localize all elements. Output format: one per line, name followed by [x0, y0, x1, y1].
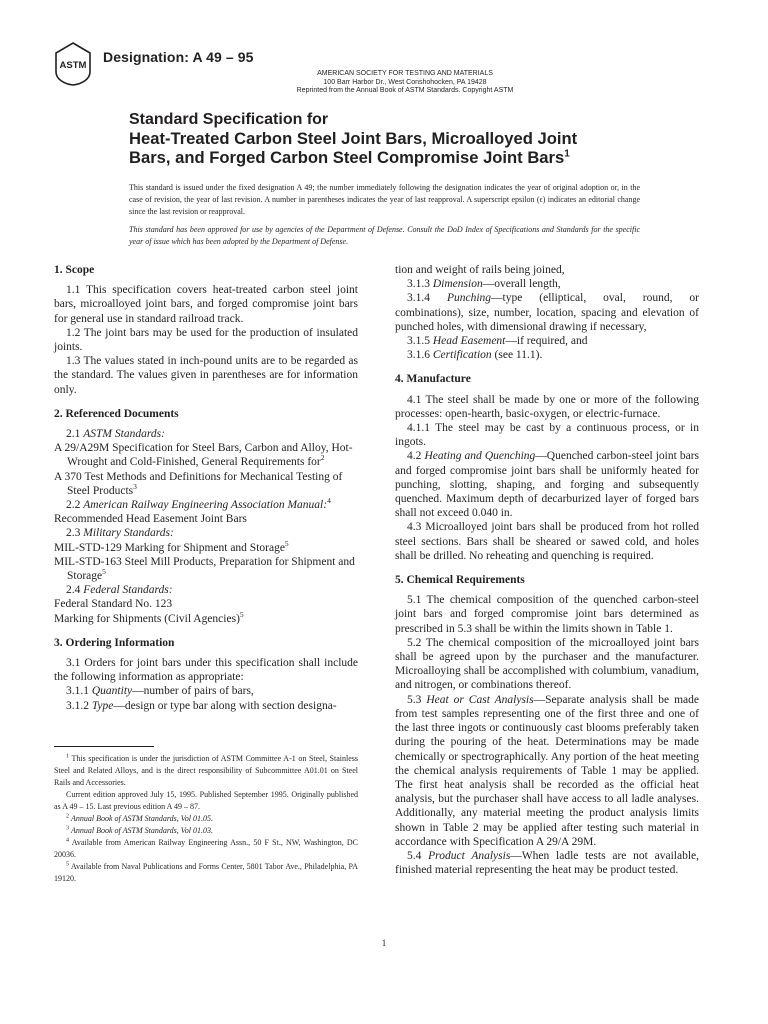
clause-number: 3.1.4	[407, 292, 430, 305]
reference-item	[54, 538, 358, 555]
paragraph	[395, 291, 699, 334]
footnote	[54, 825, 358, 837]
clause-text: —number of pairs of bars,	[132, 685, 254, 698]
clause-text: —type (elliptical, oval, round, or combinations), size, number, location, spacing and elevation of punched holes, with dimensional drawing if necessary,	[395, 292, 700, 333]
title-line: Heat-Treated Carbon Steel Joint Bars, Microalloyed Joint	[129, 129, 578, 148]
clause-text: —design or type bar along with section designa-	[113, 699, 337, 712]
publisher-line: Reprinted from the Annual Book of ASTM Standards. Copyright ASTM	[296, 87, 514, 95]
subsection-label	[54, 427, 358, 441]
clause-label: Military Standards:	[83, 527, 174, 540]
footnote: Current edition approved July 15, 1995. Published September 1995. Originally published as A 49 – 15. Last previous edition A 49 – 87.	[54, 790, 358, 811]
clause-label: ASTM Standards:	[83, 428, 165, 441]
clause-number: 2.4	[66, 584, 81, 597]
clause-label: Heat or Cast Analysis	[426, 693, 534, 706]
clause-number: 3.1.5	[407, 335, 430, 348]
footnote-mark: 4	[327, 496, 331, 506]
section-heading: 1. Scope	[54, 264, 95, 276]
footnote-text: Available from American Railway Engineering Assn., 50 F St., NW, Washington, DC 20036.	[54, 838, 358, 859]
section-heading: 2. Referenced Documents	[54, 407, 179, 420]
footnote	[54, 753, 358, 789]
footnotes	[54, 753, 358, 885]
clause-label: Head Easement	[432, 335, 506, 348]
title-line-text: Bars, and Forged Carbon Steel Compromise Joint Bars	[129, 148, 565, 167]
paragraph	[54, 684, 358, 698]
clause-number: 2.2	[66, 499, 81, 512]
footnote	[54, 813, 358, 825]
clause-number: 5.3	[407, 693, 422, 706]
clause-label: Product Analysis	[428, 849, 511, 862]
section-heading: 4. Manufacture	[395, 373, 471, 386]
footnote-mark: 5	[66, 861, 69, 868]
designation: Designation: A 49 – 95	[103, 49, 254, 65]
clause-text: —overall length,	[482, 278, 561, 291]
footnote-mark: 2	[320, 453, 325, 463]
footnote-rule	[54, 746, 154, 747]
footnote-mark: 1	[564, 148, 570, 160]
footnote-mark: 2	[66, 813, 69, 820]
paragraph: 1.1 This specification covers heat-treated carbon steel joint bars, microalloyed joint bars, and forged compromise joint bars for general use in standard railroad track.	[54, 284, 358, 325]
paragraph	[395, 693, 699, 849]
footnote-mark: 3	[66, 825, 69, 832]
footnote-text: Annual Book of ASTM Standards, Vol 01.05.	[71, 814, 213, 823]
paragraph: 1.2 The joint bars may be used for the production of insulated joints.	[54, 326, 358, 354]
section-heading: 3. Ordering Information	[54, 636, 175, 649]
publisher-line: 100 Barr Harbor Dr., West Conshohocken, PA 19428	[323, 78, 487, 86]
clause-label: Certification	[432, 349, 492, 362]
clause-number: 3.1.3	[407, 278, 430, 291]
dod-notice: This standard has been approved for use by agencies of the Department of Defense. Consult the DoD Index of Specifications and Standards for the specific year of issue which has been adopted by the Department of Defense.	[129, 225, 640, 246]
clause-number: 2.3	[66, 527, 81, 540]
paragraph: 4.1 The steel shall be made by one or more of the following processes: open-hearth, basic-oxygen, or electric-furnace.	[395, 393, 699, 420]
paragraph: 1.3 The values stated in inch-pound units are to be regarded as the standard. The values given in parentheses are for information only.	[54, 355, 358, 396]
reference-text: A 29/A29M Specification for Steel Bars, Carbon and Alloy, Hot-Wrought and Cold-Finished, General Requirements for	[54, 442, 353, 469]
footnote-mark: 3	[133, 482, 137, 492]
paragraph: 5.1 The chemical composition of the quenched carbon-steel joint bars and forged compromise joint bars determined as prescribed in 5.3 shall be within the limits shown in Table 1.	[395, 594, 699, 635]
reference-item: Recommended Head Easement Joint Bars	[54, 513, 247, 526]
paragraph	[395, 348, 699, 362]
page-number: 1	[381, 938, 387, 948]
title-line: Standard Specification for	[129, 111, 329, 128]
standard-title	[129, 110, 669, 167]
footnote-mark: 5	[284, 538, 289, 548]
subsection-label	[54, 526, 358, 540]
footnote-mark: 5	[102, 567, 106, 577]
issue-notice: This standard is issued under the fixed designation A 49; the number immediately following the designation indicates the year of original adoption or, in the case of revision, the year of last revision. A number in parentheses indicates the year of last reapproval. A superscript epsilon (ϵ) indicates an editorial change since the last revision or reapproval.	[129, 183, 640, 216]
reference-text: MIL-STD-129 Marking for Shipment and Storage	[54, 541, 285, 554]
clause-label: Heating and Quenching	[424, 450, 536, 463]
paragraph: 4.1.1 The steel may be cast by a continuous process, or in ingots.	[395, 422, 699, 449]
footnote-text: Annual Book of ASTM Standards, Vol 01.03.	[71, 826, 213, 835]
reference-item	[54, 555, 358, 583]
title-line	[129, 148, 669, 167]
clause-text: —Quenched carbon-steel joint bars and forged compromise joint bars shall be uniformly heated for punching, slotting, shaping, and forging and subsequently quenched. Maximum depth of decarburized layer of forged bars shall not exceed 0.040 in.	[395, 450, 699, 520]
footnote-mark: 4	[66, 837, 69, 844]
footnote-mark: 1	[66, 753, 69, 760]
paragraph	[395, 449, 699, 520]
clause-label: American Railway Engineering Association Manual:	[83, 499, 328, 512]
reference-text: Marking for Shipments (Civil Agencies)	[54, 612, 240, 625]
paragraph	[54, 699, 358, 713]
subsection-label	[54, 498, 358, 512]
reference-text: MIL-STD-163 Steel Mill Products, Preparation for Shipment and Storage	[54, 555, 355, 583]
footnote-text: Available from Naval Publications and Forms Center, 5801 Tabor Ave., Philadelphia, PA 19120.	[54, 862, 359, 883]
paragraph	[395, 849, 699, 877]
footnote-text: This specification is under the jurisdiction of ASTM Committee A-1 on Steel, Stainless Steel and Related Alloys, and is the direct responsibility of Subcommittee A01.01 on Steel Rails and Accessories.	[54, 754, 358, 787]
paragraph	[395, 334, 699, 348]
astm-logo	[54, 42, 92, 86]
astm-logo-text: ASTM	[59, 60, 87, 71]
clause-label: Type	[91, 699, 114, 712]
clause-label: Punching	[446, 292, 492, 305]
footnote	[54, 861, 358, 885]
clause-text: —if required, and	[505, 335, 588, 348]
clause-text: (see 11.1).	[491, 349, 543, 362]
clause-label: Federal Standards:	[83, 584, 173, 597]
paragraph	[395, 277, 699, 291]
paragraph: 4.3 Microalloyed joint bars shall be produced from hot rolled steel sections. Bars shall be sheared or sawed cold, and holes shall be drilled. No reheating and quenching is required.	[395, 521, 699, 562]
publisher-line: AMERICAN SOCIETY FOR TESTING AND MATERIALS	[317, 70, 493, 77]
footnote-mark: 5	[239, 609, 244, 619]
reference-item: Federal Standard No. 123	[54, 598, 173, 611]
clause-number: 5.4	[407, 849, 422, 862]
clause-text: —When ladle tests are not available, finished material representing the heat may be product tested.	[395, 849, 699, 877]
clause-label: Dimension	[432, 278, 483, 291]
clause-number: 3.1.2	[66, 699, 89, 712]
section-heading: 5. Chemical Requirements	[395, 574, 525, 587]
paragraph: 3.1 Orders for joint bars under this specification shall include the following information as appropriate:	[54, 657, 358, 684]
left-column	[54, 263, 358, 713]
reference-item	[54, 609, 358, 626]
clause-number: 3.1.6	[407, 349, 430, 362]
subsection-label	[54, 583, 358, 597]
clause-number: 3.1.1	[66, 685, 89, 698]
clause-text: —Separate analysis shall be made from test samples representing one of the first three and one of the last three ingots or continuously cast blooms preferably taken during the pouring of the heat. Determinations may be made chemically or spectrographically. Any portion of the heat meeting the chemical analysis requirements of Table 1 may be applied. The first heat analysis shall be recorded as the official heat analysis, but the purchaser shall have access to all ladle analyses. Additionally, any material meeting the product analysis limits shown in Table 2 may be applied after testing such material in accordance with Specification A 29/A 29M.	[395, 693, 700, 848]
reference-item	[54, 470, 358, 498]
clause-number: 2.1	[66, 428, 81, 441]
reference-item	[54, 441, 358, 469]
paragraph: 5.2 The chemical composition of the microalloyed joint bars shall be agreed upon by the purchaser and the manufacturer. Microalloying shall be accomplished with columbium, vanadium, and nitrogen, or combinations thereof.	[395, 636, 699, 692]
reference-text: A 370 Test Methods and Definitions for Mechanical Testing of Steel Products	[54, 470, 343, 497]
right-column	[395, 263, 699, 877]
footnote	[54, 837, 358, 861]
paragraph: tion and weight of rails being joined,	[395, 264, 565, 276]
publisher-block	[240, 70, 570, 96]
clause-label: Quantity	[91, 685, 133, 698]
clause-number: 4.2	[407, 450, 422, 463]
